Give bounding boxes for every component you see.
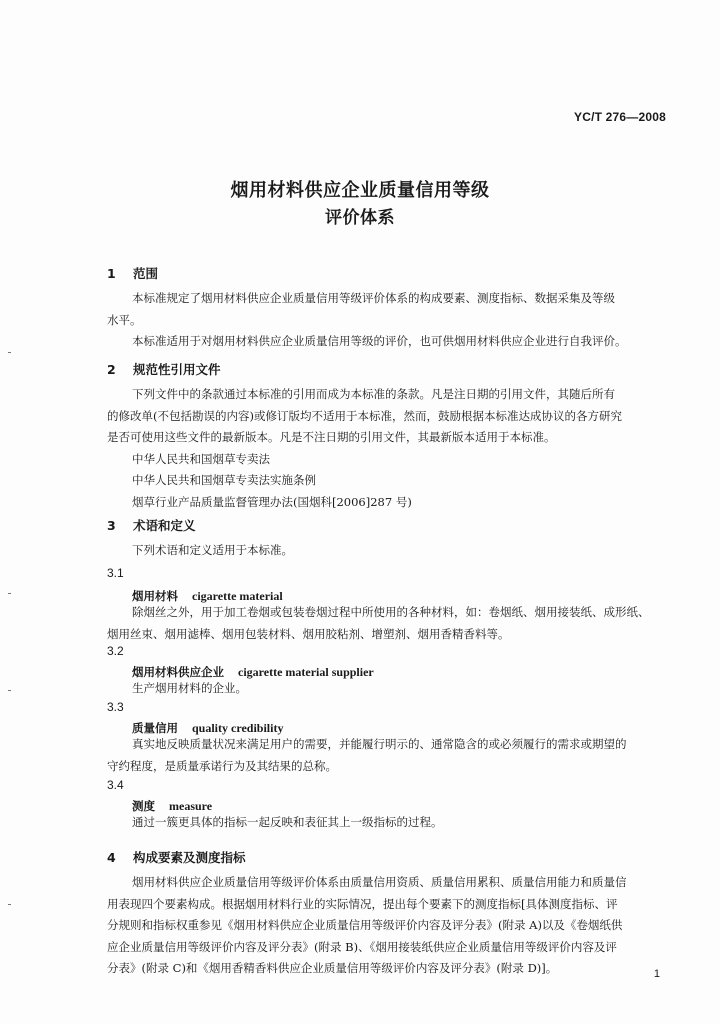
term-definition bbox=[107, 734, 627, 777]
term-number: 3.4 bbox=[107, 778, 124, 792]
paragraph-line: 下列文件中的条款通过本标准的引用而成为本标准的条款。凡是注日期的引用文件，其随后所有 bbox=[132, 387, 615, 401]
document-title-line1: 烟用材料供应企业质量信用等级 bbox=[230, 180, 490, 201]
paragraph-line: 烟用材料供应企业质量信用等级评价体系由质量信用资质、质量信用累积、质量信用能力和质量信 bbox=[132, 875, 627, 889]
term-number: 3.2 bbox=[107, 644, 124, 658]
term-english: quality credibility bbox=[192, 721, 284, 735]
reference-item: 中华人民共和国烟草专卖法 bbox=[132, 451, 270, 466]
section-3-intro: 下列术语和定义适用于本标准。 bbox=[132, 543, 293, 557]
paragraph-line: 应企业质量信用等级评价内容及评分表》(附录 B)、《烟用接装纸供应企业质量信用等级评价内容及评 bbox=[107, 939, 617, 954]
term-definition bbox=[107, 678, 247, 700]
section-4-heading bbox=[107, 848, 246, 866]
paragraph-line: 烟用丝束、烟用滤棒、烟用包装材料、烟用胶粘剂、增塑剂、烟用香精香料等。 bbox=[107, 626, 510, 641]
section-number: 3 bbox=[107, 518, 116, 533]
term-chinese: 烟用材料供应企业 bbox=[132, 665, 224, 679]
term-english: cigarette material supplier bbox=[238, 665, 374, 679]
paragraph-line: 水平。 bbox=[107, 312, 142, 327]
scan-mark bbox=[8, 593, 11, 594]
section-1-body bbox=[107, 288, 627, 353]
section-title: 构成要素及测度指标 bbox=[133, 850, 246, 865]
paragraph-line: 本标准规定了烟用材料供应企业质量信用等级评价体系的构成要素、测度指标、数据采集及等级 bbox=[132, 291, 615, 305]
term-number: 3.1 bbox=[107, 566, 124, 580]
scan-mark bbox=[8, 352, 11, 353]
scan-mark bbox=[8, 904, 11, 905]
term-english: measure bbox=[169, 799, 213, 813]
reference-item: 烟草行业产品质量监督管理办法(国烟科[2006]287 号) bbox=[132, 494, 412, 509]
paragraph-line: 通过一簇更具体的指标一起反映和表征其上一级指标的过程。 bbox=[132, 815, 443, 829]
term-chinese: 烟用材料 bbox=[132, 589, 178, 603]
scan-mark bbox=[8, 690, 11, 691]
term-english: cigarette material bbox=[192, 589, 283, 603]
reference-item: 中华人民共和国烟草专卖法实施条例 bbox=[132, 473, 316, 487]
section-4-body bbox=[107, 872, 627, 980]
paragraph-line: 本标准适用于对烟用材料供应企业质量信用等级的评价，也可供烟用材料供应企业进行自我评价。 bbox=[132, 334, 627, 348]
section-number: 4 bbox=[107, 850, 116, 865]
paragraph-line: 除烟丝之外，用于加工卷烟或包装卷烟过程中所使用的各种材料，如：卷烟纸、烟用接装纸、成形纸、 bbox=[132, 605, 650, 619]
paragraph-line: 分规则和指标权重参见《烟用材料供应企业质量信用等级评价内容及评分表》(附录 A)以及《卷烟纸供 bbox=[107, 918, 623, 932]
section-title: 范围 bbox=[133, 266, 159, 281]
section-2-body bbox=[107, 384, 622, 513]
section-1-heading bbox=[107, 264, 158, 282]
page-number: 1 bbox=[653, 968, 660, 980]
document-title-line2: 评价体系 bbox=[325, 208, 395, 228]
term-chinese: 测度 bbox=[132, 799, 155, 813]
section-title: 术语和定义 bbox=[133, 518, 196, 533]
section-3-heading bbox=[107, 516, 196, 534]
term-definition bbox=[107, 812, 443, 834]
paragraph-line: 分表》(附录 C)和《烟用香精香料供应企业质量信用等级评价内容及评分表》(附录 D)]。 bbox=[107, 961, 558, 975]
paragraph-line: 守约程度，是质量承诺行为及其结果的总称。 bbox=[107, 758, 337, 773]
paragraph-line: 用表现四个要素构成。根据烟用材料行业的实际情况，提出每个要素下的测度指标[具体测度指标、评 bbox=[107, 896, 618, 911]
section-2-heading bbox=[107, 360, 221, 378]
paragraph-line: 真实地反映质量状况来满足用户的需要，并能履行明示的、通常隐含的或必须履行的需求或期望的 bbox=[132, 737, 627, 751]
standard-code: YC/T 276—2008 bbox=[574, 110, 666, 124]
section-number: 1 bbox=[107, 266, 116, 281]
section-title: 规范性引用文件 bbox=[133, 362, 221, 377]
paragraph-line: 生产烟用材料的企业。 bbox=[132, 681, 247, 695]
term-chinese: 质量信用 bbox=[132, 721, 178, 735]
paragraph-line: 是否可使用这些文件的最新版本。凡是不注日期的引用文件，其最新版本适用于本标准。 bbox=[107, 430, 556, 444]
paragraph-line: 的修改单(不包括勘误的内容)或修订版均不适用于本标准，然而，鼓励根据本标准达成协议的各方研究 bbox=[107, 408, 622, 423]
section-number: 2 bbox=[107, 362, 116, 377]
term-definition bbox=[107, 602, 650, 645]
term-number: 3.3 bbox=[107, 700, 124, 714]
